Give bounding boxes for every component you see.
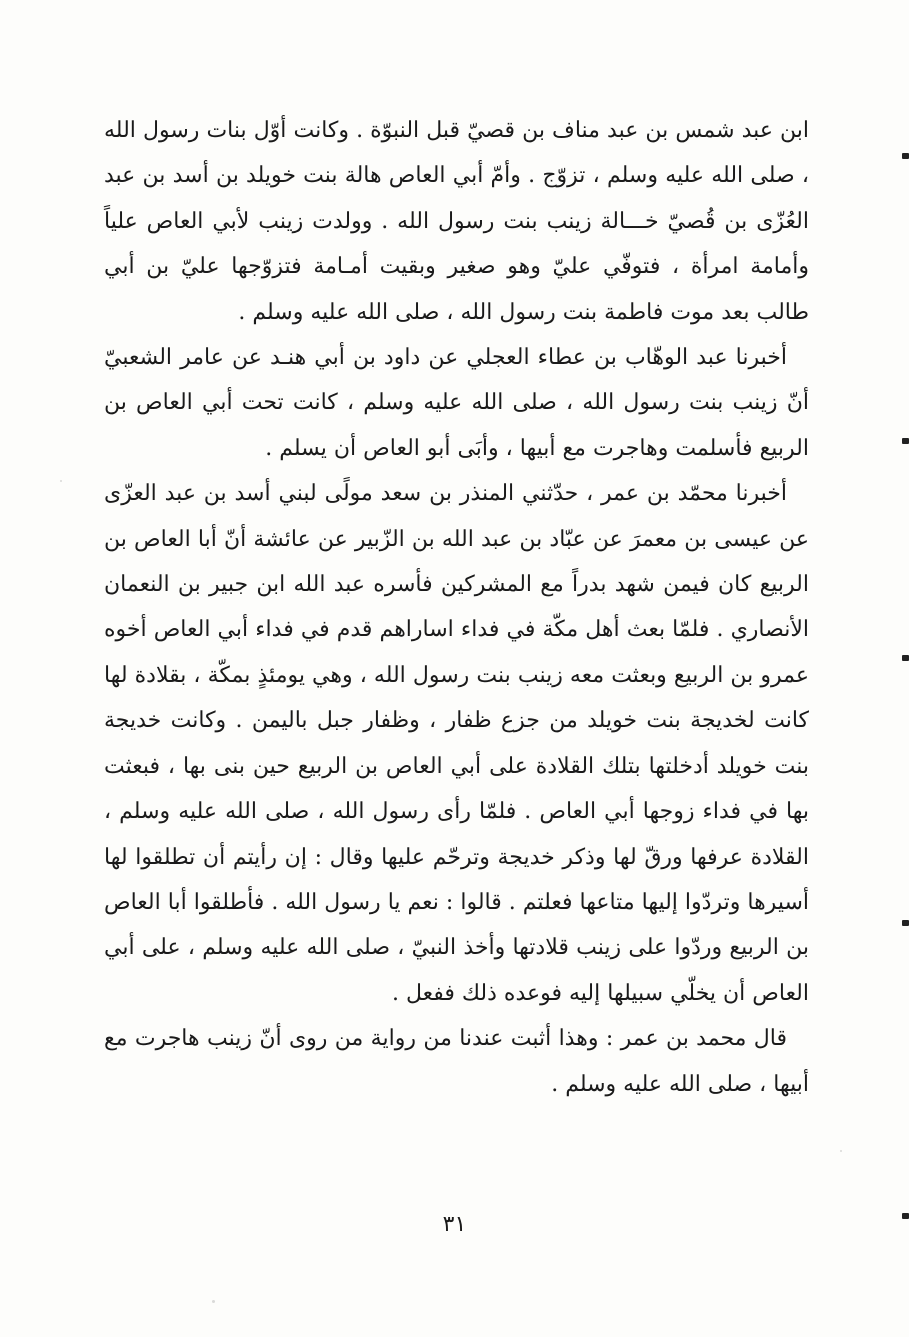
paragraph-1: ابن عبد شمس بن عبد مناف بن قصيّ قبل النبوّة . وكانت أوّل بنات رسول الله ، صلى الله عليه وسلم ، تزوّج . وأمّ أبي العاص هالة بنت خويلد بن أسد بن عبد العُزّى بن قُصيّ خـــالة زينب بنت رسول الله . وولدت زينب لأبي العاص علياً وأمامة امرأة ، فتوفّي عليّ وهو صغير وبقيت أمـامة فتزوّجها عليّ بن أبي طالب بعد موت فاطمة بنت رسول الله ، صلى الله عليه وسلم . [104,118,810,325]
page-number: ٣١ [442,1212,467,1237]
edge-mark [902,438,909,444]
paragraph-3: أخبرنا محمّد بن عمر ، حدّثني المنذر بن سعد مولًى لبني أسد بن عبد العزّى عن عيسى بن معمرَ عن عبّاد بن عبد الله بن الزّبير عن عائشة أنّ أبا العاص بن الربيع كان فيمن شهد بدراً مع المشركين فأسره عبد الله ابن جبير بن النعمان الأنصاري . فلمّا بعث أهل مكّة في فداء اساراهم قدم في فداء أبي العاص أخوه عمرو بن الربيع وبعثت معه زينب بنت رسول الله ، وهي يومئذٍ بمكّة ، بقلادة لها كانت لخديجة بنت خويلد من جزع ظفار ، وظفار جبل باليمن . وكانت خديجة بنت خويلد أدخلتها بتلك القلادة على أبي العاص بن الربيع حين بنى بها ، فبعثت بها في فداء زوجها أبي العاص . فلمّا رأى رسول الله ، صلى الله عليه وسلم ، القلادة عرفها ورقّ لها وذكر خديجة وترحّم عليها وقال : إن رأيتم أن تطلقوا لها أسيرها وتردّوا إليها متاعها فعلتم . قالوا : نعم يا رسول الله . فأطلقوا أبا العاص بن الربيع وردّوا على زينب قلادتها وأخذ النبيّ ، صلى الله عليه وسلم ، على أبي العاص أن يخلّي سبيلها إليه فوعده ذلك ففعل . [104,481,809,1006]
page-body-text [104,108,809,1107]
paragraph-2: أخبرنا عبد الوهّاب بن عطاء العجلي عن داود بن أبي هنـد عن عامر الشعبيّ أنّ زينب بنت رسول الله ، صلى الله عليه وسلم ، كانت تحت أبي العاص بن الربيع فأسلمت وهاجرت مع أبيها ، وأبَى أبو العاص أن يسلم . [104,345,809,461]
edge-mark [902,1213,909,1219]
paper-speck [212,1300,215,1303]
edge-mark [902,153,909,159]
edge-mark [902,920,909,926]
edge-mark [902,655,909,661]
paper-speck [60,480,62,482]
paragraph-4: قال محمد بن عمر : وهذا أثبت عندنا من رواية من روى أنّ زينب هاجرت مع أبيها ، صلى الله عليه وسلم . [104,1026,809,1097]
paper-speck [840,1150,842,1152]
